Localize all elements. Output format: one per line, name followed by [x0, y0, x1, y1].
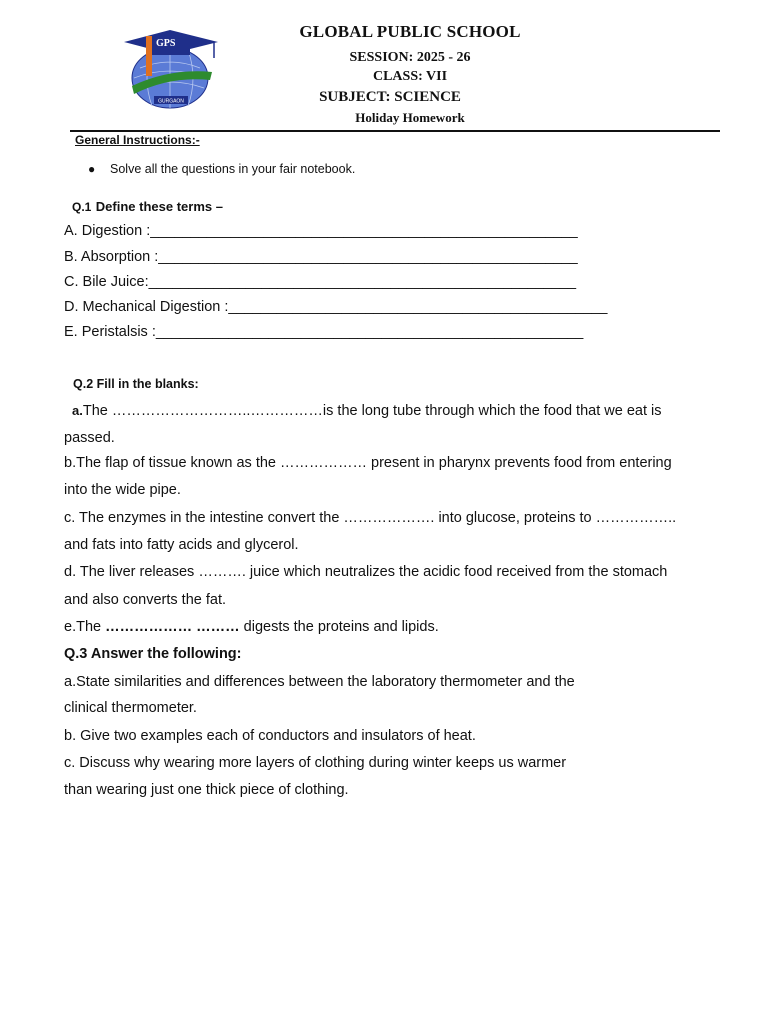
q1-heading: [72, 198, 223, 216]
instruction-item: Solve all the questions in your fair notebook.: [110, 162, 356, 176]
q2-e-prefix: e.The: [64, 619, 106, 635]
q1-item-mechanical-digestion: D. Mechanical Digestion :_______________________________________________: [64, 299, 608, 315]
q2-line: and also converts the fat.: [64, 592, 227, 608]
q2-line: and fats into fatty acids and glycerol.: [64, 537, 299, 553]
q1-number: Q.1: [72, 200, 92, 214]
subject: SUBJECT: SCIENCE: [319, 89, 461, 105]
q3-heading: Q.3 Answer the following:: [64, 646, 242, 662]
q1-title: Define these terms –: [95, 199, 223, 214]
q2-line: b.The flap of tissue known as the ……………… present in pharynx prevents food from entering: [64, 455, 672, 471]
holiday-homework-title: Holiday Homework: [355, 110, 465, 125]
header-divider: [70, 130, 720, 132]
bullet-icon: ●: [88, 162, 96, 176]
q2-line: d. The liver releases ………. juice which neutralizes the acidic food received from the stomach: [64, 564, 668, 580]
q3-line: than wearing just one thick piece of clothing.: [64, 782, 349, 798]
q2-line-e: [64, 619, 439, 635]
q2-e-blank: ……………… ………: [105, 619, 240, 635]
q2-line: passed.: [64, 430, 115, 446]
class: CLASS: VII: [372, 69, 448, 84]
instructions-heading: General Instructions:-: [75, 133, 200, 147]
q3-line: b. Give two examples each of conductors and insulators of heat.: [64, 728, 476, 744]
q1-item-bile-juice: C. Bile Juice:_____________________________________________________: [64, 274, 577, 290]
q3-line: clinical thermometer.: [64, 700, 197, 716]
q2-line: into the wide pipe.: [64, 482, 181, 498]
svg-text:GURGAON: GURGAON: [158, 98, 184, 105]
q1-item-digestion: A. Digestion :_____________________________________________________: [64, 223, 578, 239]
school-name: GLOBAL PUBLIC SCHOOL: [299, 22, 521, 41]
q1-item-absorption: B. Absorption :____________________________________________________: [64, 249, 578, 265]
session: SESSION: 2025 - 26: [349, 50, 471, 65]
q3-line: c. Discuss why wearing more layers of clothing during winter keeps us warmer: [64, 755, 567, 771]
q2-line-a: [72, 403, 661, 419]
q2-heading: Q.2 Fill in the blanks:: [73, 377, 199, 391]
q2-a-label: a.: [72, 403, 83, 418]
q2-a-text: The ………………………..……………is the long tube through which the food that we eat is: [82, 403, 662, 419]
q1-item-peristalsis: E. Peristalsis :_____________________________________________________: [64, 324, 584, 340]
q2-line: c. The enzymes in the intestine convert the ………………. into glucose, proteins to ……………..: [64, 510, 677, 526]
q2-e-suffix: digests the proteins and lipids.: [239, 619, 439, 635]
q3-line: a.State similarities and differences between the laboratory thermometer and the: [64, 674, 575, 690]
svg-text:GPS: GPS: [156, 38, 176, 49]
